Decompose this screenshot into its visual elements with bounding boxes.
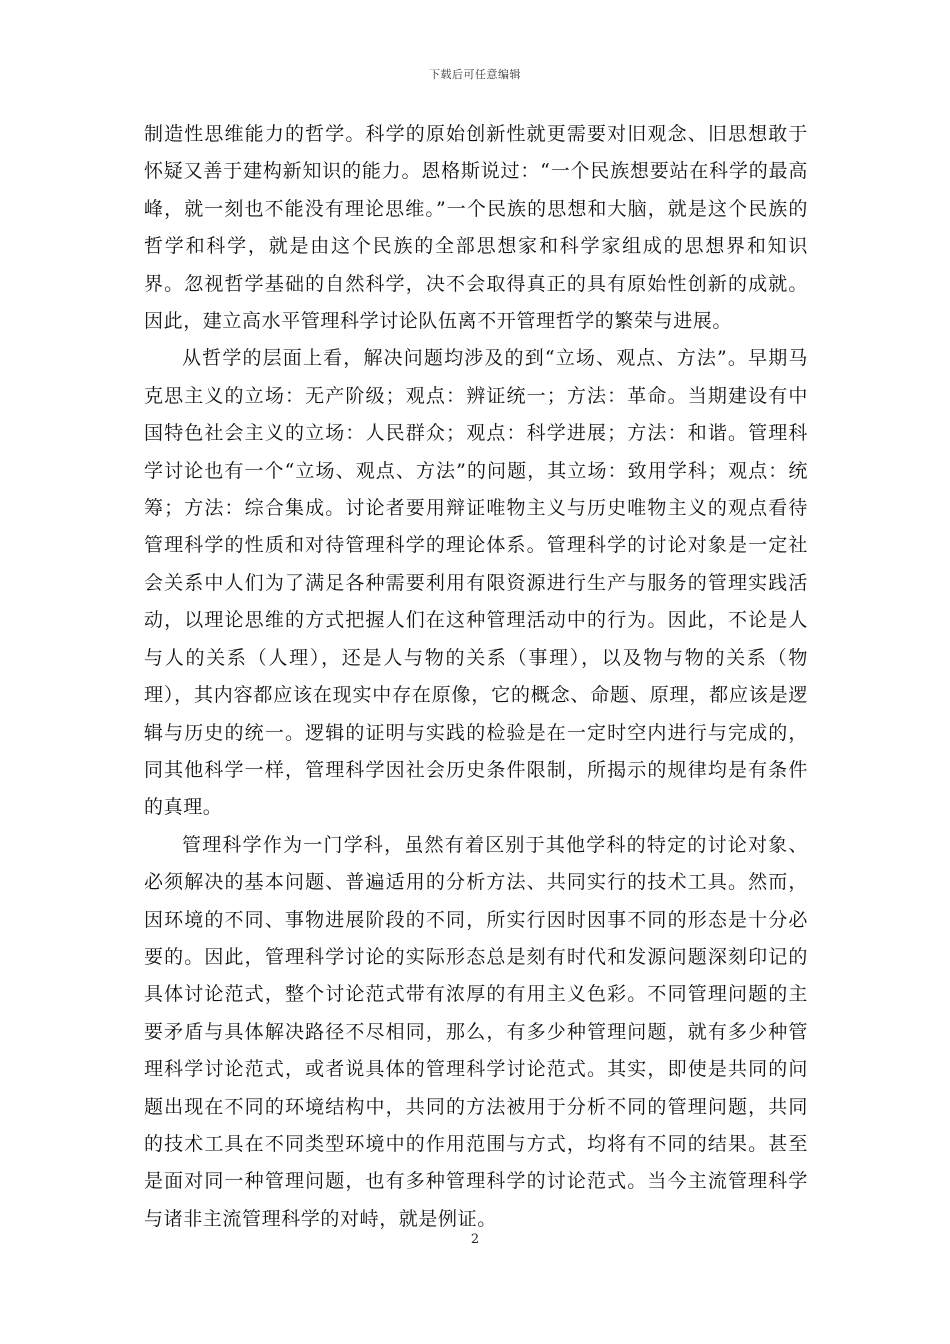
header-note: 下载后可任意编辑 [429,68,521,81]
page-number: 2 [470,1232,480,1247]
paragraph-research-paradigm: 管理科学作为一门学科，虽然有着区别于其他学科的特定的讨论对象、必须解决的基本问题、普遍适用的分析方法、共同实行的技术工具。然而，因环境的不同、事物进展阶段的不同，所实行因时因事不同的形态是十分必要的。因此，管理科学讨论的实际形态总是刻有时代和发源问题深刻印记的具体讨论范式，整个讨论范式带有浓厚的有用主义色彩。不同管理问题的主要矛盾与具体解决路径不尽相同，那么，有多少种管理问题，就有多少种管理科学讨论范式，或者说具体的管理科学讨论范式。其实，即使是共同的问题出现在不同的环境结构中，共同的方法被用于分析不同的管理问题，共同的技术工具在不同类型环境中的作用范围与方式，均将有不同的结果。甚至是面对同一种管理问题，也有多种管理科学的讨论范式。当今主流管理科学与诸非主流管理科学的对峙，就是例证。 [144,833,808,1230]
paragraph-philosophy-stance: 从哲学的层面上看，解决问题均涉及的到“立场、观点、方法”。早期马克思主义的立场：无产阶级；观点：辨证统一；方法：革命。当期建设有中国特色社会主义的立场：人民群众；观点：科学进展；方法：和谐。管理科学讨论也有一个“立场、观点、方法”的问题，其立场：致用学科；观点：统筹；方法：综合集成。讨论者要用辩证唯物主义与历史唯物主义的观点看待管理科学的性质和对待管理科学的理论体系。管理科学的讨论对象是一定社会关系中人们为了满足各种需要利用有限资源进行生产与服务的管理实践活动，以理论思维的方式把握人们在这种管理活动中的行为。因此，不论是人与人的关系（人理），还是人与物的关系（事理），以及物与物的关系（物理），其内容都应该在现实中存在原像，它的概念、命题、原理，都应该是逻辑与历史的统一。逻辑的证明与实践的检验是在一定时空内进行与完成的，同其他科学一样，管理科学因社会历史条件限制，所揭示的规律均是有条件的真理。 [144,347,808,819]
body-text [144,116,808,1238]
paragraph-continued: 制造性思维能力的哲学。科学的原始创新性就更需要对旧观念、旧思想敢于怀疑又善于建构新知识的能力。恩格斯说过：“一个民族想要站在科学的最高峰，就一刻也不能没有理论思维。”一个民族的思想和大脑，就是这个民族的哲学和科学，就是由这个民族的全部思想家和科学家组成的思想界和知识界。忽视哲学基础的自然科学，决不会取得真正的具有原始性创新的成就。因此，建立高水平管理科学讨论队伍离不开管理哲学的繁荣与进展。 [144,123,808,333]
